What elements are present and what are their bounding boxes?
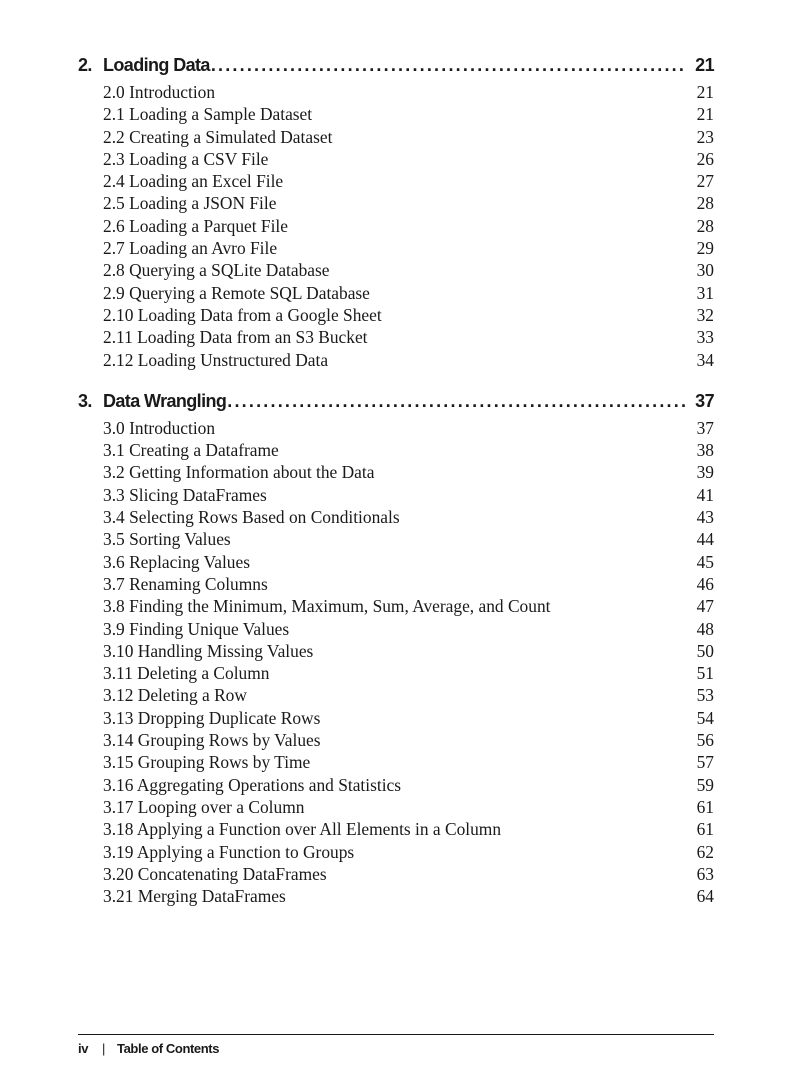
entry-page-number: 62 [696, 841, 714, 862]
entry-title[interactable]: 3.17 Looping over a Column [103, 796, 305, 817]
entry-title[interactable]: 3.4 Selecting Rows Based on Conditionals [103, 507, 400, 528]
toc-entry[interactable] [78, 127, 714, 149]
toc-entry[interactable] [78, 507, 714, 529]
chapter-2 [78, 55, 714, 372]
chapter-2-entries [78, 82, 714, 372]
entry-title[interactable]: 3.6 Replacing Values [103, 551, 250, 572]
entry-title[interactable]: 3.18 Applying a Function over All Elements in a Column [103, 819, 502, 840]
entry-title[interactable]: 3.5 Sorting Values [103, 529, 231, 550]
toc-entry[interactable] [78, 685, 714, 707]
chapter-number: 3. [78, 390, 92, 411]
toc-entry[interactable] [78, 216, 714, 238]
entry-page-number: 46 [696, 573, 714, 594]
entry-page-number: 50 [696, 640, 714, 661]
entry-title[interactable]: 2.3 Loading a CSV File [103, 148, 269, 169]
toc-entry[interactable] [78, 842, 714, 864]
chapter-page-number: 37 [695, 390, 714, 411]
entry-title[interactable]: 3.20 Concatenating DataFrames [103, 863, 327, 884]
toc-entry[interactable] [78, 641, 714, 663]
entry-title[interactable]: 3.10 Handling Missing Values [103, 640, 314, 661]
toc-entry[interactable] [78, 596, 714, 618]
toc-entry[interactable] [78, 730, 714, 752]
entry-title[interactable]: 2.11 Loading Data from an S3 Bucket [103, 327, 368, 348]
chapter-title[interactable]: Data Wrangling [103, 390, 227, 411]
entry-title[interactable]: 3.11 Deleting a Column [103, 663, 270, 684]
chapter-heading[interactable] [78, 391, 714, 418]
chapter-3-entries [78, 418, 714, 909]
entry-page-number: 61 [696, 819, 714, 840]
entry-title[interactable]: 3.13 Dropping Duplicate Rows [103, 707, 321, 728]
toc-entry[interactable] [78, 529, 714, 551]
toc-entry[interactable] [78, 462, 714, 484]
entry-page-number: 44 [696, 529, 714, 550]
entry-title[interactable]: 3.14 Grouping Rows by Values [103, 730, 321, 751]
entry-page-number: 57 [696, 752, 714, 773]
toc-entry[interactable] [78, 305, 714, 327]
entry-title[interactable]: 3.3 Slicing DataFrames [103, 484, 267, 505]
toc-entry[interactable] [78, 327, 714, 349]
dot-leader [211, 55, 686, 76]
toc-entry[interactable] [78, 283, 714, 305]
toc-entry[interactable] [78, 864, 714, 886]
entry-page-number: 37 [696, 417, 714, 438]
entry-page-number: 41 [696, 484, 714, 505]
entry-page-number: 32 [696, 304, 714, 325]
entry-title[interactable]: 3.12 Deleting a Row [103, 685, 247, 706]
entry-page-number: 27 [696, 171, 714, 192]
entry-title[interactable]: 2.8 Querying a SQLite Database [103, 260, 330, 281]
entry-page-number: 28 [696, 193, 714, 214]
toc-entry[interactable] [78, 775, 714, 797]
toc-entry[interactable] [78, 752, 714, 774]
toc-entry[interactable] [78, 193, 714, 215]
dot-leader [227, 391, 686, 412]
entry-page-number: 21 [696, 104, 714, 125]
entry-title[interactable]: 3.19 Applying a Function to Groups [103, 841, 355, 862]
entry-page-number: 21 [696, 82, 714, 102]
entry-page-number: 26 [696, 148, 714, 169]
chapter-title[interactable]: Loading Data [103, 55, 210, 75]
entry-page-number: 51 [696, 663, 714, 684]
entry-page-number: 28 [696, 215, 714, 236]
entry-title[interactable]: 3.2 Getting Information about the Data [103, 462, 375, 483]
entry-title[interactable]: 3.21 Merging DataFrames [103, 886, 286, 907]
chapter-3 [78, 391, 714, 909]
table-of-contents [78, 55, 714, 927]
entry-page-number: 31 [696, 282, 714, 303]
entry-title[interactable]: 3.16 Aggregating Operations and Statistics [103, 774, 402, 795]
entry-page-number: 47 [696, 596, 714, 617]
entry-page-number: 30 [696, 260, 714, 281]
toc-entry[interactable] [78, 440, 714, 462]
entry-title[interactable]: 2.6 Loading a Parquet File [103, 215, 288, 236]
toc-entry[interactable] [78, 574, 714, 596]
entry-page-number: 43 [696, 507, 714, 528]
entry-page-number: 39 [696, 462, 714, 483]
entry-page-number: 34 [696, 349, 714, 370]
toc-entry[interactable] [78, 260, 714, 282]
entry-title[interactable]: 2.2 Creating a Simulated Dataset [103, 126, 333, 147]
entry-page-number: 48 [696, 618, 714, 639]
footer-section-title: Table of Contents [117, 1041, 220, 1056]
entry-title[interactable]: 2.0 Introduction [103, 82, 216, 102]
toc-entry[interactable] [78, 238, 714, 260]
entry-page-number: 23 [696, 126, 714, 147]
toc-entry[interactable] [78, 708, 714, 730]
entry-page-number: 63 [696, 863, 714, 884]
entry-page-number: 54 [696, 707, 714, 728]
toc-entry[interactable] [78, 485, 714, 507]
entry-title[interactable]: 3.7 Renaming Columns [103, 573, 268, 594]
chapter-number: 2. [78, 55, 92, 75]
entry-title[interactable]: 3.0 Introduction [103, 417, 216, 438]
toc-entry[interactable] [78, 171, 714, 193]
chapter-page-number: 21 [695, 55, 714, 75]
chapter-heading[interactable] [78, 55, 714, 82]
entry-title[interactable]: 2.5 Loading a JSON File [103, 193, 277, 214]
entry-page-number: 33 [696, 327, 714, 348]
entry-title[interactable]: 2.7 Loading an Avro File [103, 238, 278, 259]
entry-page-number: 59 [696, 774, 714, 795]
toc-entry[interactable] [78, 886, 714, 908]
entry-page-number: 29 [696, 238, 714, 259]
entry-title[interactable]: 2.1 Loading a Sample Dataset [103, 104, 313, 125]
toc-entry[interactable] [78, 418, 714, 440]
toc-entry[interactable] [78, 663, 714, 685]
page-footer [78, 1034, 714, 1056]
entry-title[interactable]: 2.9 Querying a Remote SQL Database [103, 282, 370, 303]
toc-entry[interactable] [78, 82, 714, 104]
entry-title[interactable]: 2.12 Loading Unstructured Data [103, 349, 329, 370]
footer-page-number: iv [78, 1041, 89, 1056]
entry-title[interactable]: 2.4 Loading an Excel File [103, 171, 284, 192]
entry-page-number: 38 [696, 440, 714, 461]
toc-entry[interactable] [78, 619, 714, 641]
entry-title[interactable]: 2.10 Loading Data from a Google Sheet [103, 304, 382, 325]
toc-entry[interactable] [78, 350, 714, 372]
toc-entry[interactable] [78, 797, 714, 819]
entry-title[interactable]: 3.15 Grouping Rows by Time [103, 752, 311, 773]
footer-separator: | [102, 1041, 106, 1056]
entry-title[interactable]: 3.1 Creating a Dataframe [103, 440, 279, 461]
toc-entry[interactable] [78, 552, 714, 574]
entry-page-number: 45 [696, 551, 714, 572]
entry-title[interactable]: 3.8 Finding the Minimum, Maximum, Sum, Average, and Count [103, 596, 551, 617]
entry-page-number: 61 [696, 796, 714, 817]
entry-page-number: 53 [696, 685, 714, 706]
toc-entry[interactable] [78, 104, 714, 126]
toc-entry[interactable] [78, 819, 714, 841]
entry-page-number: 56 [696, 730, 714, 751]
entry-page-number: 64 [696, 886, 714, 907]
entry-title[interactable]: 3.9 Finding Unique Values [103, 618, 290, 639]
toc-entry[interactable] [78, 149, 714, 171]
